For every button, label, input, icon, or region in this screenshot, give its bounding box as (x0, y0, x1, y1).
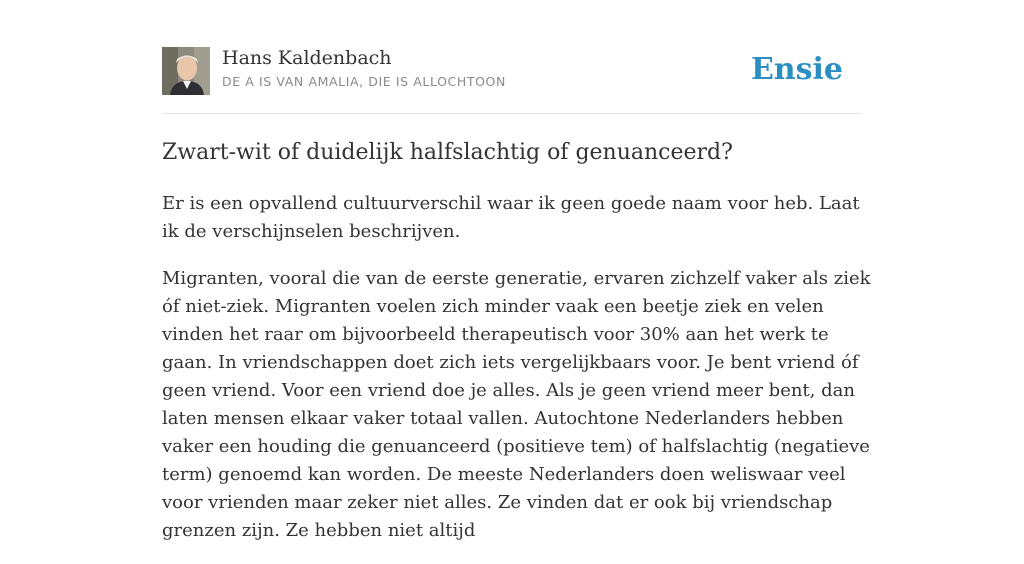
author-name[interactable]: Hans Kaldenbach (222, 47, 392, 69)
article-header (162, 46, 862, 96)
author-tagline: DE A IS VAN AMALIA, DIE IS ALLOCHTOON (222, 74, 506, 89)
article-paragraph: Er is een opvallend cultuurverschil waar ik geen goede naam voor heb. Laat ik de verschijnselen beschrijven. (162, 193, 860, 242)
article-paragraph: Migranten, vooral die van de eerste generatie, ervaren zichzelf vaker als ziek óf niet-ziek. Migranten voelen zich minder vaak een beetje ziek en velen vinden het raar om bijvoorbeeld therapeutisch voor 30% aan het werk te gaan. In vriendschappen doet zich iets vergelijkbaars voor. Je bent vriend óf geen vriend. Voor een vriend doe je alles. Als je geen vriend meer bent, dan laten mensen elkaar vaker totaal vallen. Autochtone Nederlanders hebben vaker een houding die genuanceerd (positieve tem) of halfslachtig (negatieve term) genoemd kan worden. De meeste Nederlanders doen weliswaar veel voor vrienden maar zeker niet alles. Ze vinden dat er ook bij vriendschap grenzen zijn. Ze hebben niet altijd (162, 268, 871, 541)
ensie-logo[interactable]: Ensie (750, 52, 843, 87)
author-avatar[interactable] (162, 47, 210, 95)
article-body (162, 190, 872, 564)
header-divider (162, 113, 862, 114)
author-photo (162, 47, 210, 95)
article-title: Zwart-wit of duidelijk halfslachtig of genuanceerd? (162, 140, 733, 165)
